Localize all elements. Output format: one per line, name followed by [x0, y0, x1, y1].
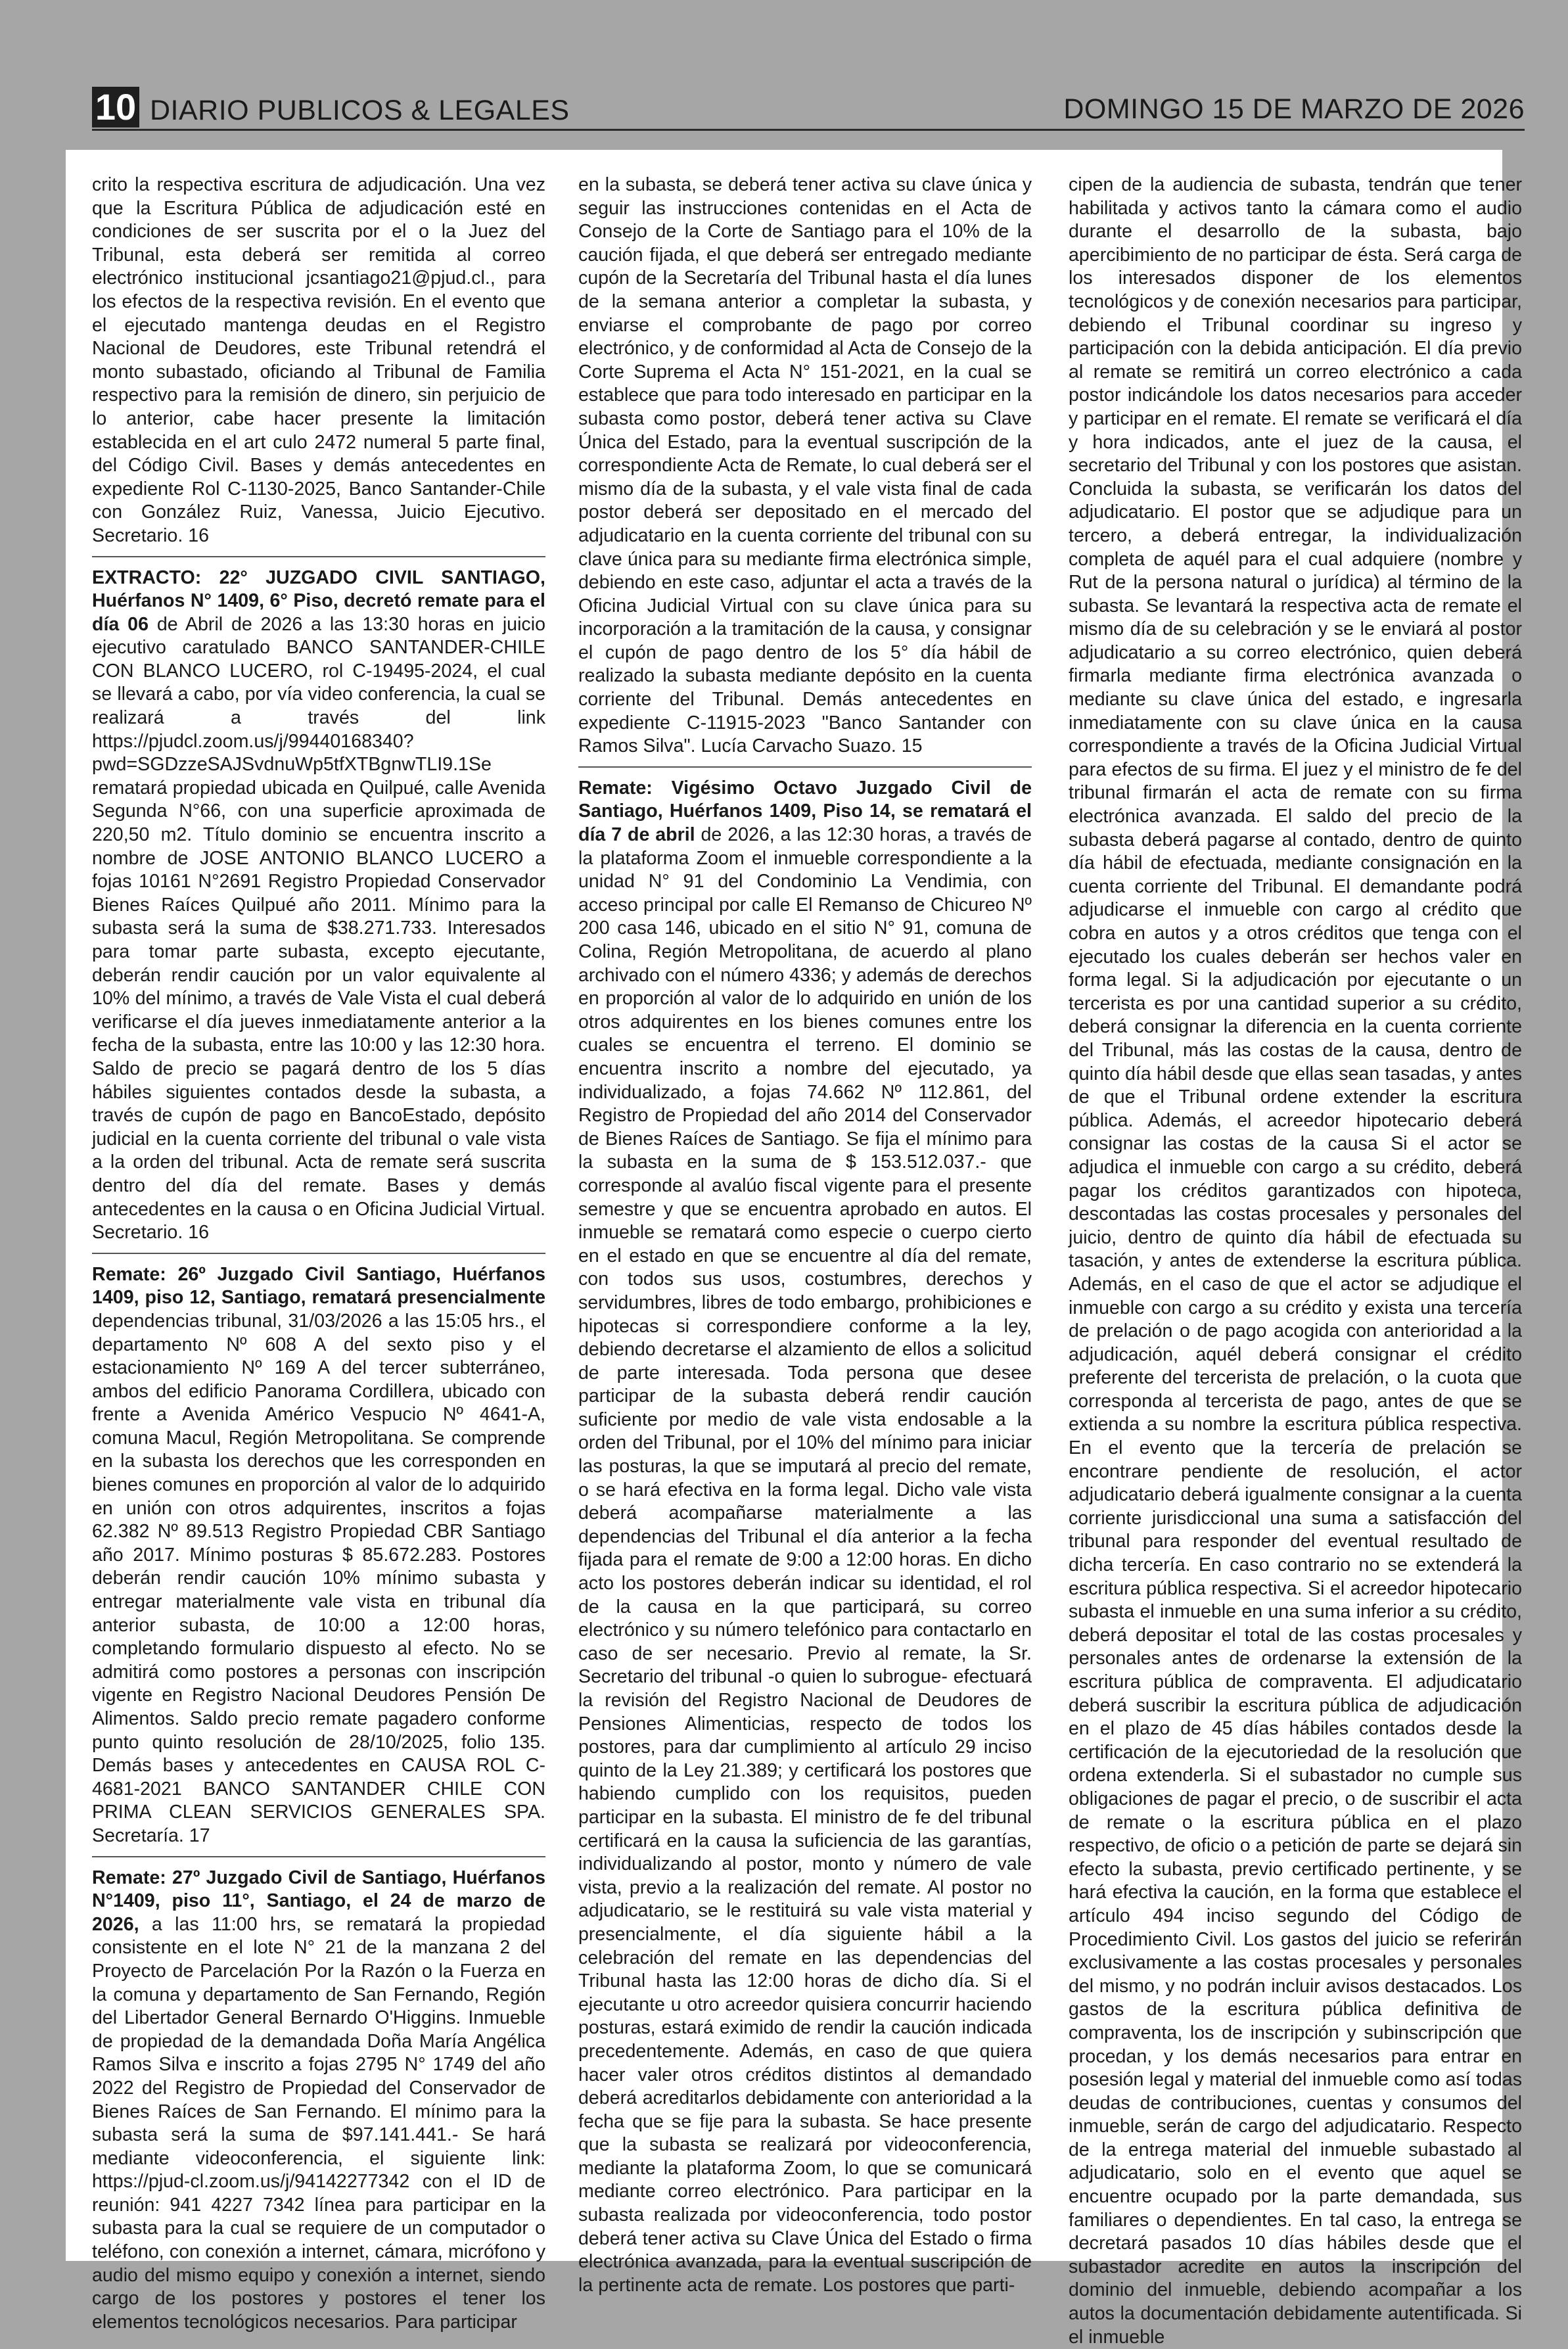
notice-continuation — [578, 174, 1032, 758]
publication-date: DOMINGO 15 DE MARZO DE 2026 — [1063, 93, 1525, 125]
notice-heading: Remate: 26º Juzgado Civil Santiago, Huérfanos 1409, piso 12, Santiago, rematará presencialmente — [92, 1263, 545, 1309]
notice-divider — [92, 1253, 545, 1254]
notice-continuation: crito la respectiva escritura de adjudicación. Una vez que la Escritura Pública de adjudicación esté en condiciones de ser suscrita por el o la Juez del Tribunal, esta deberá ser remitida al correo electrónico institucional jcsantiago21@pjud.cl., para los efectos de la respectiva revisión. En el evento que el ejecutado mantenga deudas en el Registro Nacional de Deudores, este Tribunal retendrá el monto subastado, oficiando al Tribunal de Familia respectivo para la remisión de dinero, sin perjuicio de lo anterior, cabe hacer presente la limitación establecida en el art culo 2472 numeral 5 parte final, del Código Civil. Bases y demás antecedentes en expediente Rol C-1130-2025, Banco Santander-Chile con González Ruiz, Vanessa, Juicio Ejecutivo. Secretario. 16 — [92, 174, 545, 546]
notice-divider — [92, 556, 545, 557]
notice-body: de 2026, a las 12:30 horas, a través de la plataforma Zoom el inmueble correspondiente a la unidad N° 91 del Condominio La Vendimia, con acceso principal por calle El Remanso de Chicureo Nº 200 casa 146, ubicado en el sitio N° 91, comuna de Colina, Región Metropolitana, de acuerdo al plano archivado con el número 4336; y además de derechos en proporción al valor de lo adquirido en unión de los otros adquirentes en los bienes comunes entre los cuales se encuentra el terreno. El dominio se encuentra inscrito a nombre del ejecutado, ya individualizado, a fojas 74.662 Nº 112.861, del Registro de Propiedad del año 2014 del Conservador de Bienes Raíces de Santiago. Se fija el mínimo para la subasta en la suma de $ 153.512.037.- que corresponde al avalúo fiscal vigente para el presente semestre y que se encuentra aprobado en autos. El inmueble se rematará como especie o cuerpo cierto en el estado en que se encuentre al día del remate, con todos sus usos, costumbres, derechos y servidumbres, libres de todo embargo, prohibiciones e hipotecas si correspondiere conforme a la ley, debiendo decretarse el alzamiento de ellos a solicitud de parte interesada. Toda persona que desee participar de la subasta deberá rendir caución suficiente por medio de vale vista endosable a la orden del Tribunal, por el 10% del mínimo para iniciar las posturas, la que se imputará al precio del remate, o se hará efectiva en la forma legal. Dicho vale vista deberá acompañarse materialmente a las dependencias del Tribunal el día anterior a la fecha fijada para el remate de 9:00 a 12:00 horas. En dicho acto los postores deberán indicar su identidad, el rol de la causa en la que participará, su correo electrónico y su número telefónico para contactarlo en caso de ser necesario. Previo al remate, la Sr. Secretario del tribunal -o quien lo subrogue- efectuará la revisión del Registro Nacional de Deudores de Pensiones Alimenticias, respecto de todos los postores, para dar cumplimiento al artículo 29 inciso quinto de la Ley 21.389; y certificará los postores que habiendo cumplido con los requisitos, pueden participar en la subasta. El ministro de fe del tribunal certificará en la causa la suficiencia de las garantías, individualizando al postor, monto y número de vale vista, previo a la realización del remate. Al postor no adjudicatario, se le restituirá su vale vista material y presencialmente, el día siguiente hábil a la celebración del remate en las dependencias del Tribunal hasta las 12:00 horas de dicho día. Si el ejecutante u otro acreedor quisiera concurrir haciendo posturas, estará eximido de rendir la caución indicada precedentemente. Además, en caso de que quiera hacer valer otros créditos distintos al demandado deberá acreditarlos debidamente con anterioridad a la fecha que se fije para la subasta. Se hace presente que la subasta se realizará por videoconferencia, mediante la plataforma Zoom, lo que se comunicará mediante correo electrónico. Para participar en la subasta realizada por videoconferencia, todo postor deberá tener activa su Clave Única del Estado o firma electrónica avanzada, para la eventual suscripción de la pertinente acta de remate. Los postores que parti- — [578, 824, 1032, 2296]
notice-body: cipen de la audiencia de subasta, tendrán que tener habilitada y activos tanto la cámara como el audio durante el desarrollo de la subasta, bajo apercibimiento de no participar de ésta. Será carga de los interesados disponer de los elementos tecnológicos y de conexión necesarios para participar, debiendo el Tribunal coordinar su ingreso y participación con la debida anticipación. El día previo al remate se remitirá un correo electrónico a cada postor indicándole los datos necesarios para acceder y participar en el remate. El remate se verificará el día y hora indicados, ante el juez de la causa, el secretario del Tribunal y con los postores que asistan. Concluida la subasta, se verificarán los datos del adjudicatario. El postor que se adjudique para un tercero, a deberá entregar, la individualización completa de aquél para el cual adquiere (nombre y Rut de la persona natural o jurídica) al término de la subasta. Se levantará la respectiva acta de remate el mismo día de su celebración y se le enviará al postor adjudicatario a su correo electrónico, quien deberá firmarla mediante firma electrónica avanzada o mediante su clave única del estado, e ingresarla inmediatamente con su clave única en la causa correspondiente a través de la Oficina Judicial Virtual para efectos de su firma. El juez y el ministro de fe del tribunal firmarán el acta de remate con su firma electrónica avanzada. El saldo del precio de la subasta deberá pagarse al contado, dentro de quinto día hábil de efectuada, mediante consignación en la cuenta corriente del Tribunal. El demandante podrá adjudicarse el inmueble con cargo al crédito que cobra en autos y a otros créditos que tenga con el ejecutado los cuales deberán ser hechos valer en forma legal. Si la adjudicación por ejecutante o un tercerista es por una cantidad superior a su crédito, deberá consignar la diferencia en la cuenta corriente del Tribunal, más las costas de la causa, dentro de quinto día hábil desde que ellas sean tasadas, y antes de que el Tribunal ordene extender la escritura pública. Además, el acreedor hipotecario deberá consignar las costas de la causa Si el actor se adjudica el inmueble con cargo a su crédito, deberá pagar los créditos garantizados con hipoteca, descontadas las costas procesales y personales del juicio, dentro de quinto día hábil de efectuada su tasación, y antes de extenderse la escritura pública. Además, en el caso de que el actor se adjudique el inmueble con cargo a su crédito y exista una tercería de prelación o de pago acogida con anterioridad a la adjudicación, aquél deberá consignar el crédito preferente del tercerista de prelación, o la cuota que corresponda al tercerista de pago, antes de que se extienda a su nombre la escritura pública respectiva. En el evento que la tercería de prelación se encontrare pendiente de resolución, el actor adjudicatario deberá igualmente consignar a la cuenta corriente jurisdiccional una suma a satisfacción del tribunal para responder del eventual resultado de dicha tercería. En caso contrario no se extenderá la escritura pública respectiva. Si el acreedor hipotecario subasta el inmueble en una suma inferior a su crédito, deberá depositar el total de las costas procesales y personales antes de ordenarse la extensión de la escritura pública de compraventa. El adjudicatario deberá suscribir la escritura pública de adjudicación en el plazo de 45 días hábiles contados desde la certificación de la ejecutoriedad de la resolución que ordena extenderla. Si el subastador no cumple sus obligaciones de pagar el precio, o de suscribir el acta de remate o la escritura pública en el plazo respectivo, de oficio o a petición de parte se dejará sin efecto la subasta, previo certificado pertinente, y se hará efectiva la caución, en la forma que establece el artículo 494 inciso segundo del Código de Procedimiento Civil. Los gastos del juicio se referirán exclusivamente a las costas procesales y personales del mismo, y no podrán incluir avisos destacados. Los gastos de la escritura pública definitiva de compraventa, los de inscripción y subinscripción que procedan, y los demás necesarios para entrar en posesión legal y material del inmueble como así todas deudas de contribuciones, cuentas y consumos del inmueble, serán de cargo del adjudicatario. Respecto de la entrega material del inmueble subastado al adjudicatario, solo en el evento que aquel se encuentre ocupado por la parte demandada, sus familiares o dependientes. En tal caso, la entrega se decretará pasados 10 días hábiles desde que el subastador acredite en autos la inscripción del dominio del inmueble, debiendo acompañar a los autos la documentación debidamente autentificada. Si el inmueble — [1069, 174, 1522, 2348]
notice-body: a las 11:00 hrs, se rematará la propiedad consistente en el lote N° 21 de la manzana 2 del Proyecto de Parcelación Por la Razón o la Fuerza en la comuna y departamento de San Fernando, Región del Libertador General Bernardo O'Higgins. Inmueble de propiedad de la demandada Doña María Angélica Ramos Silva e inscrito a fojas 2795 N° 1749 del año 2022 del Registro de Propiedad del Conservador de Bienes Raíces de San Fernando. El mínimo para la subasta será la suma de $97.141.441.- Se hará mediante videoconferencia, el siguiente link: https://pjud-cl.zoom.us/j/94142277342 con el ID de reunión: 941 4227 7342 línea para participar en la subasta para la cual se requiere de un computador o teléfono, con conexión a internet, cámara, micrófono y audio del mismo equipo y conexión a internet, siendo cargo de los postores y postores el tener los elementos tecnológicos necesarios. Para participar — [92, 1913, 545, 2333]
publication-name: DIARIO PUBLICOS & LEGALES — [150, 95, 570, 126]
column-2 — [578, 174, 1032, 2296]
notice-heading: Remate: Vigésimo Octavo Juzgado Civil de Santiago, Huérfanos 1409, Piso 14, se rematará el día 7 de abril — [578, 777, 1032, 846]
page-header — [92, 84, 1525, 130]
notice-body: dependencias tribunal, 31/03/2026 a las 15:05 hrs., el departamento Nº 608 A del sexto piso y el estacionamiento Nº 169 A del tercer subterráneo, ambos del edificio Panorama Cordillera, ubicado con frente a Avenida Américo Vespucio Nº 4641-A, comuna Macul, Región Metropolitana. Se comprende en la subasta los derechos que les corresponden en bienes comunes en proporción al valor de lo adquirido en unión con otros adquirentes, inscritos a fojas 62.382 Nº 89.513 Registro Propiedad CBR Santiago año 2017. Mínimo posturas $ 85.672.283. Postores deberán rendir caución 10% mínimo subasta y entregar materialmente vale vista en tribunal día anterior subasta, de 10:00 a 12:00 horas, completando formulario dispuesto al efecto. No se admitirá como postores a personas con inscripción vigente en Registro Nacional Deudores Pensión De Alimentos. Saldo precio remate pagadero conforme punto quinto resolución de 28/10/2025, folio 135. Demás bases y antecedentes en CAUSA ROL C-4681-2021 BANCO SANTANDER CHILE CON PRIMA CLEAN SERVICIOS GENERALES SPA. Secretaría. 17 — [92, 1310, 545, 1846]
notice-body: de Abril de 2026 a las 13:30 horas en juicio ejecutivo caratulado BANCO SANTANDER-CHILE CON BLANCO LUCERO, rol C-19495-2024, el cual se llevará a cabo, por vía video conferencia, la cual se realizará a través del link https://pjudcl.zoom.us/j/99440168340?pwd=SGDzzeSAJSvdnuWp5tfXTBgnwTLI9.1Se rematará propiedad ubicada en Quilpué, calle Avenida Segunda N°66, con una superficie aproximada de 220,50 m2. Título dominio se encuentra inscrito a nombre de JOSE ANTONIO BLANCO LUCERO a fojas 10161 N°2691 Registro Propiedad Conservador Bienes Raíces Quilpué año 2011. Mínimo para la subasta será la suma de $38.271.733. Interesados para tomar parte subasta, excepto ejecutante, deberán rendir caución por un valor equivalente al 10% del mínimo, a través de Vale Vista el cual deberá verificarse el día jueves inmediatamente anterior a la fecha de la subasta, entre las 10:00 y las 12:30 hora. Saldo de precio se pagará dentro de los 5 días hábiles siguientes contados desde la subasta, a través de cupón de pago en BancoEstado, depósito judicial en la cuenta corriente del tribunal o vale vista a la orden del tribunal. Acta de remate será suscrita dentro del día del remate. Bases y demás antecedentes en la causa o en Oficina Judicial Virtual. Secretario. 16 — [92, 613, 545, 1244]
notice-26-juzgado — [92, 1263, 545, 1848]
notice-22-juzgado — [92, 567, 545, 1245]
notice-27-juzgado — [92, 1867, 545, 2335]
notice-heading: Remate: 27º Juzgado Civil de Santiago, Huérfanos N°1409, piso 11°, Santiago, el 24 de marzo de 2026, — [92, 1867, 545, 1935]
page-number: 10 — [92, 87, 139, 128]
column-1 — [92, 174, 545, 2333]
notice-28-juzgado — [578, 777, 1032, 2298]
notice-divider — [578, 766, 1032, 768]
notice-body: en la subasta, se deberá tener activa su clave única y seguir las instrucciones contenidas en el Acta de Consejo de la Corte de Santiago para el 10% de la caución fijada, el que deberá ser entregado mediante cupón de la Secretaría del Tribunal hasta el día lunes de la semana anterior a completar la subasta, y enviarse el comprobante de pago por correo electrónico, y de conformidad al Acta de Consejo de la Corte Suprema el Acta N° 151-2021, en la cual se establece que para todo interesado en participar en la subasta como postor, deberá tener activa su Clave Única del Estado, para la eventual suscripción de la correspondiente Acta de Remate, lo cual deberá ser el mismo día de la subasta, y el vale vista final de cada postor deberá ser depositado en el mercado del adjudicatario en la cuenta corriente del tribunal con su clave única para su mediante firma electrónica simple, debiendo en este caso, adjuntar el acta a través de la Oficina Judicial Virtual con su clave única para su incorporación a la tramitación de la causa, y consignar el cupón de pago dentro de los 5° día hábil de realizado la subasta mediante depósito en la cuenta corriente del Tribunal. Demás antecedentes en expediente C-11915-2023 "Banco Santander con Ramos Silva". Lucía Carvacho Suazo. 15 — [578, 174, 1032, 757]
notice-heading: EXTRACTO: 22° JUZGADO CIVIL SANTIAGO, Huérfanos N° 1409, 6° Piso, decretó remate para el día 06 — [92, 567, 545, 635]
header-rule — [92, 129, 1525, 131]
notice-divider — [92, 1856, 545, 1857]
column-3 — [1069, 174, 1522, 2348]
notice-continuation — [1069, 174, 1522, 2349]
